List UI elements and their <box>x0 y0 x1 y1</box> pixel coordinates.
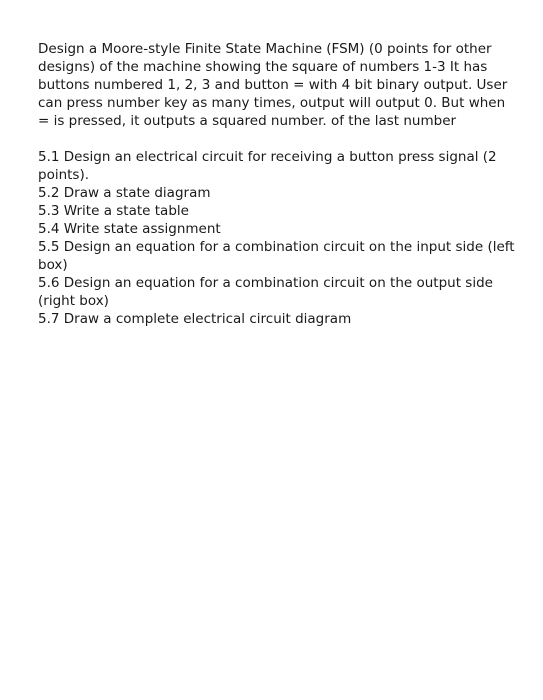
task-item: 5.7 Draw a complete electrical circuit diagram <box>38 311 352 327</box>
task-item: 5.2 Draw a state diagram <box>38 185 211 201</box>
task-item: 5.3 Write a state table <box>38 203 189 219</box>
task-item: 5.5 Design an equation for a combination circuit on the input side (left box) <box>38 239 515 273</box>
problem-statement: Design a Moore-style Finite State Machine (FSM) (0 points for other designs) of the machine showing the square of numbers 1-3 It has buttons numbered 1, 2, 3 and button = with 4 bit binary output. User can press number key as many times, output will output 0. But when = is pressed, it outputs a squared number. of the last number <box>38 41 508 129</box>
task-item: 5.1 Design an electrical circuit for receiving a button press signal (2 points). <box>38 149 497 183</box>
document-page <box>38 40 516 328</box>
task-item: 5.6 Design an equation for a combination circuit on the output side (right box) <box>38 275 493 309</box>
task-list <box>38 148 516 328</box>
task-item: 5.4 Write state assignment <box>38 221 221 237</box>
